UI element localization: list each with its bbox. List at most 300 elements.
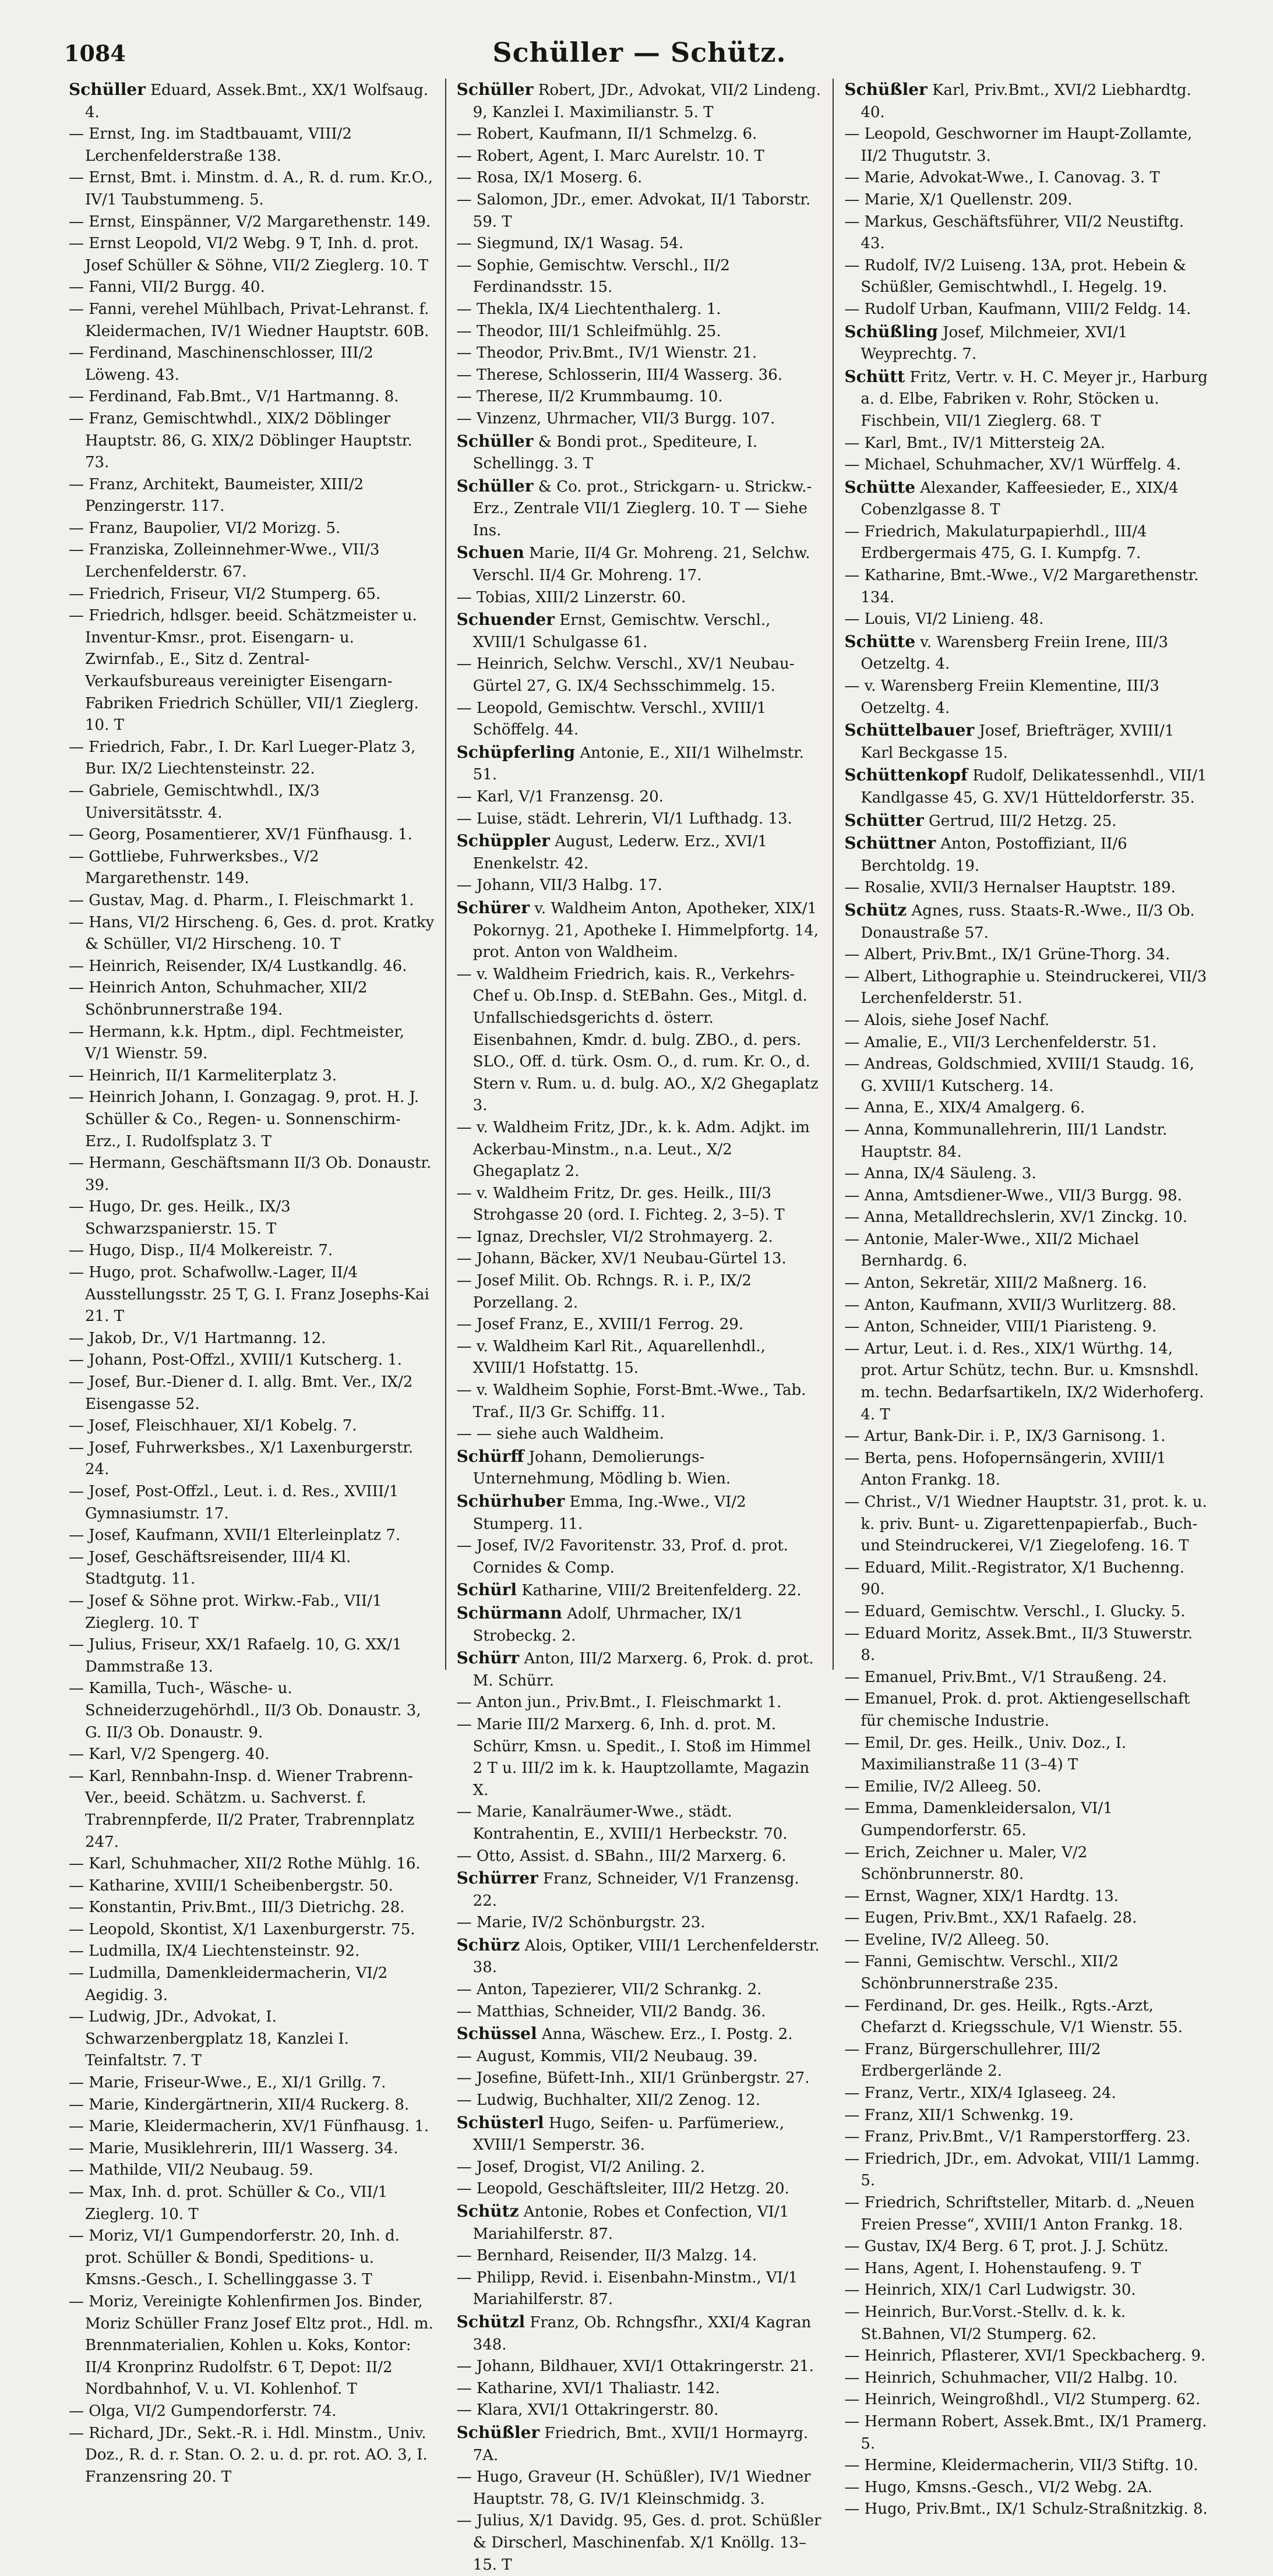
directory-entry — [457, 786, 823, 808]
entry-text: — Anton jun., Priv.Bmt., I. Fleischmarkt 1. — [456, 1694, 782, 1712]
directory-entry — [69, 2138, 435, 2160]
entry-text: — Fanni, verehel Mühlbach, Privat-Lehranst. f. Kleidermachen, IV/1 Wiedner Hauptstr. 60B. — [69, 300, 429, 340]
entry-text: — Gottliebe, Fuhrwerksbes., V/2 Margarethenstr. 149. — [69, 847, 319, 888]
entry-text: — Erich, Zeichner u. Maler, V/2 Schönbrunnerstr. 80. — [844, 1843, 1088, 1884]
directory-entry — [69, 2160, 435, 2182]
directory-entry — [457, 1934, 823, 1979]
directory-entry — [844, 676, 1210, 719]
directory-entry — [69, 1897, 435, 1919]
directory-entry — [457, 964, 823, 1117]
directory-entry — [69, 299, 435, 342]
entry-text: Franz, Ob. Rchngsfhr., XXI/4 Kagran 348. — [472, 2313, 812, 2354]
entry-text: — Leopold, Geschäftsleiter, III/2 Hetzg. 20. — [456, 2180, 789, 2198]
directory-entry — [457, 2400, 823, 2422]
page-header — [58, 32, 1221, 73]
directory-entry — [69, 2094, 435, 2116]
entry-text: — Mathilde, VII/2 Neubaug. 59. — [69, 2161, 313, 2179]
directory-entry — [69, 1963, 435, 2006]
entry-text: Emma, Ing.-Wwe., VI/2 Stumperg. 11. — [472, 1493, 746, 1533]
directory-entry — [844, 476, 1210, 521]
entry-text: — Franz, Architekt, Baumeister, XIII/2 Penzingerstr. 117. — [69, 475, 364, 515]
directory-entry — [844, 899, 1210, 944]
entry-text: — Marie, Advokat-Wwe., I. Canovag. 3. T — [844, 169, 1160, 187]
directory-entry — [457, 2510, 823, 2576]
directory-entry — [844, 255, 1210, 299]
directory-entry — [69, 518, 435, 540]
entry-text: — Thekla, IX/4 Liechtenthalerg. 1. — [456, 300, 721, 318]
entry-text: — Hugo, Disp., II/4 Molkereistr. 7. — [69, 1242, 333, 1260]
entry-text: Anna, Wäschew. Erz., I. Postg. 2. — [541, 2026, 793, 2044]
entry-text: v. Warensberg Freiin Irene, III/3 Oetzeltg. 4. — [861, 633, 1169, 673]
entry-surname: Schüller — [456, 80, 534, 99]
entry-text: — Ludmilla, Damenkleidermacherin, VI/2 Aegidig. 3. — [69, 1964, 388, 2004]
directory-entry — [844, 1798, 1210, 1842]
directory-entry — [457, 189, 823, 233]
entry-text: — Georg, Posamentierer, XV/1 Fünfhausg. 1. — [69, 826, 412, 844]
directory-entry — [844, 1207, 1210, 1229]
directory-entry — [457, 2267, 823, 2311]
directory-entry — [69, 605, 435, 737]
directory-entry — [844, 433, 1210, 455]
directory-entry — [69, 977, 435, 1021]
directory-entry — [844, 1032, 1210, 1054]
entry-text: — Marie, Musiklehrerin, III/1 Wasserg. 34. — [69, 2139, 399, 2157]
columns — [58, 79, 1221, 2574]
entry-text: — Alois, siehe Josef Nachf. — [844, 1011, 1050, 1029]
directory-entry — [844, 167, 1210, 189]
entry-text: — v. Waldheim Fritz, Dr. ges. Heilk., III/3 Strohgasse 20 (ord. I. Fichteg. 2, 3–5). T — [456, 1184, 785, 1224]
entry-text: — Emma, Damenkleidersalon, VI/1 Gumpendorferstr. 65. — [844, 1800, 1113, 1839]
entry-text: — Rosalie, XVII/3 Hernalser Hauptstr. 189. — [844, 879, 1176, 897]
entry-text: — Josef & Söhne prot. Wirkw.-Fab., VII/1 Zieglerg. 10. T — [69, 1592, 382, 1632]
directory-entry — [844, 2345, 1210, 2367]
directory-entry — [457, 830, 823, 875]
entry-text: Marie, II/4 Gr. Mohreng. 21, Selchw. Verschl. II/4 Gr. Mohreng. 17. — [472, 545, 810, 585]
entry-text: — Heinrich, XIX/1 Carl Ludwigstr. 30. — [844, 2281, 1136, 2299]
directory-entry — [69, 1678, 435, 1744]
directory-entry — [844, 2477, 1210, 2499]
directory-entry — [844, 1338, 1210, 1426]
entry-text: — Ferdinand, Dr. ges. Heilk., Rgts.-Arzt, Chefarzt d. Kriegsschule, V/1 Wienstr. 55. — [844, 1997, 1183, 2037]
directory-entry — [457, 1867, 823, 1912]
entry-text: — Matthias, Schneider, VII/2 Bandg. 36. — [456, 2002, 766, 2020]
entry-text: — v. Waldheim Fritz, JDr., k. k. Adm. Adjkt. im Ackerbau-Minstm., n.a. Leut., X/2 Ghegaplatz 2. — [456, 1118, 810, 1181]
directory-entry — [69, 1065, 435, 1087]
entry-text: — Emilie, IV/2 Alleeg. 50. — [844, 1778, 1042, 1796]
entry-text: — Marie, Kleidermacherin, XV/1 Fünfhausg. 1. — [69, 2118, 429, 2136]
entry-text: — Jakob, Dr., V/1 Hartmanng. 12. — [69, 1329, 326, 1347]
directory-entry — [844, 454, 1210, 476]
directory-entry — [69, 1437, 435, 1481]
entry-text: — v. Waldheim Sophie, Forst-Bmt.-Wwe., Tab. Traf., II/3 Gr. Schiffg. 11. — [456, 1381, 806, 1421]
entry-text: — Heinrich, Schuhmacher, VII/2 Halbg. 10. — [844, 2369, 1178, 2387]
entry-text: — Josef, Fuhrwerksbes., X/1 Laxenburgerstr. 24. — [69, 1439, 414, 1479]
directory-entry — [457, 79, 823, 123]
directory-entry — [457, 1227, 823, 1249]
entry-text: — Theodor, Priv.Bmt., IV/1 Wienstr. 21. — [456, 344, 757, 362]
entry-text: — Ernst, Ing. im Stadtbauamt, VIII/2 Lerchenfelderstraße 138. — [69, 125, 352, 165]
entry-surname: Schüßling — [844, 321, 938, 341]
entry-text: — Karl, V/1 Franzensg. 20. — [456, 788, 664, 805]
directory-entry — [457, 2068, 823, 2090]
directory-entry — [457, 1423, 823, 1446]
directory-entry — [457, 1314, 823, 1336]
directory-entry — [844, 2192, 1210, 2236]
directory-entry — [69, 1481, 435, 1525]
directory-entry — [844, 1995, 1210, 2039]
directory-entry — [844, 2455, 1210, 2477]
directory-entry — [457, 1801, 823, 1845]
directory-entry — [457, 2112, 823, 2157]
entry-surname: Schüpferling — [456, 742, 576, 762]
entry-text: — Albert, Priv.Bmt., IX/1 Grüne-Thorg. 34. — [844, 946, 1170, 964]
directory-entry — [457, 2356, 823, 2378]
directory-entry — [844, 521, 1210, 565]
directory-entry — [844, 321, 1210, 366]
entry-text: — Eugen, Priv.Bmt., XX/1 Rafaelg. 28. — [844, 1909, 1137, 1927]
directory-entry — [457, 1714, 823, 1801]
entry-text: — Anna, Amtsdiener-Wwe., VII/3 Burgg. 98. — [844, 1186, 1182, 1204]
directory-entry — [457, 1446, 823, 1490]
entry-text: — Louis, VI/2 Linieng. 48. — [844, 610, 1044, 628]
entry-text: — Heinrich, Pflasterer, XVI/1 Speckbacherg. 9. — [844, 2347, 1206, 2365]
entry-text: — Therese, II/2 Krummbaumg. 10. — [456, 388, 723, 406]
entry-text: — Heinrich Johann, I. Gonzagag. 9, prot. H. J. Schüller & Co., Regen- u. Sonnenschirm-Erz., I. Rudolfsplatz 3. T — [69, 1089, 419, 1150]
directory-entry — [457, 1647, 823, 1692]
directory-entry — [844, 1163, 1210, 1185]
directory-entry — [69, 584, 435, 606]
entry-text: — Hugo, Kmsns.-Gesch., VI/2 Webg. 2A. — [844, 2478, 1153, 2496]
entry-text: — Fanni, VII/2 Burgg. 40. — [69, 278, 265, 296]
entry-text: — Josef, Bur.-Diener d. I. allg. Bmt. Ver., IX/2 Eisengasse 52. — [69, 1373, 413, 1413]
entry-text: — Andreas, Goldschmied, XVIII/1 Staudg. 16, G. XVIII/1 Kutscherg. 14. — [844, 1055, 1194, 1095]
directory-entry — [69, 167, 435, 211]
directory-entry — [844, 2302, 1210, 2345]
directory-entry — [69, 1591, 435, 1634]
entry-text: — Hans, VI/2 Hirscheng. 6, Ges. d. prot. Kratky & Schüller, VI/2 Hirscheng. 10. T — [69, 913, 435, 953]
directory-entry — [457, 1183, 823, 1227]
entry-text: — Franz, Baupolier, VI/2 Morizg. 5. — [69, 519, 341, 537]
directory-entry — [69, 1853, 435, 1875]
directory-entry — [457, 2311, 823, 2356]
directory-entry — [457, 2001, 823, 2023]
entry-text: — Gabriele, Gemischtwhdl., IX/3 Universitätsstr. 4. — [69, 782, 320, 822]
directory-entry — [457, 741, 823, 786]
directory-entry — [457, 587, 823, 609]
directory-entry — [844, 1010, 1210, 1032]
entry-text: — Marie, X/1 Quellenstr. 209. — [844, 190, 1073, 209]
directory-entry — [69, 1415, 435, 1437]
directory-entry — [457, 430, 823, 475]
entry-text: — Karl, Rennbahn-Insp. d. Wiener Trabrenn-Ver., beeid. Schätzm. u. Sachverst. f. Trabrennpferde, II/2 Prater, Trabrennplatz 247. — [69, 1767, 415, 1851]
entry-surname: Schüller — [69, 80, 146, 99]
entry-text: — Friedrich, Schriftsteller, Mitarb. d. „Neuen Freien Presse“, XVIII/1 Anton Frankg. 18. — [844, 2194, 1195, 2234]
directory-entry — [844, 1492, 1210, 1557]
directory-entry — [69, 2182, 435, 2225]
directory-entry — [844, 2280, 1210, 2302]
directory-entry — [69, 1919, 435, 1941]
entry-text: — Hugo, Priv.Bmt., IX/1 Schulz-Straßnitzkig. 8. — [844, 2500, 1208, 2518]
directory-entry — [844, 2039, 1210, 2083]
entry-text: — Friedrich, hdlsger. beeid. Schätzmeister u. Inventur-Kmsr., prot. Eisengarn- u. Zwirnfab., E., Sitz d. Zentral-Verkaufsbureaus vereinigter Eisengarn-Fabriken Friedrich Schüller, VII/1 Zieglerg. 10. T — [69, 607, 419, 734]
directory-entry — [457, 342, 823, 365]
directory-entry — [844, 189, 1210, 211]
entry-text: — Anton, Schneider, VIII/1 Piaristeng. 9. — [844, 1318, 1157, 1336]
entry-text: — Hermine, Kleidermacherin, VII/3 Stiftg. 10. — [844, 2457, 1198, 2475]
entry-surname: Schütt — [844, 366, 905, 386]
entry-text: — Leopold, Gemischtw. Verschl., XVIII/1 Schöffelg. 44. — [456, 699, 767, 739]
directory-entry — [69, 1328, 435, 1350]
entry-text: — Eveline, IV/2 Alleeg. 50. — [844, 1931, 1050, 1949]
directory-entry — [844, 1688, 1210, 1732]
entry-text: — Leopold, Geschworner im Haupt-Zollamte, II/2 Thugutstr. 3. — [844, 125, 1193, 165]
entry-surname: Schürhuber — [456, 1492, 565, 1511]
directory-entry — [844, 1623, 1210, 1667]
directory-entry — [69, 1262, 435, 1328]
directory-entry — [69, 386, 435, 408]
entry-text: — Josef, Fleischhauer, XI/1 Kobelg. 7. — [69, 1417, 357, 1435]
entry-text: — Emanuel, Priv.Bmt., V/1 Straußeng. 24. — [844, 1668, 1167, 1686]
directory-entry — [844, 2105, 1210, 2127]
directory-entry — [69, 737, 435, 780]
entry-text: — Emil, Dr. ges. Heilk., Univ. Doz., I. Maximilianstraße 11 (3–4) T — [844, 1734, 1127, 1774]
entry-text: — Heinrich, Bur.Vorst.-Stellv. d. k. k. St.Bahnen, VI/2 Stumperg. 62. — [844, 2303, 1126, 2343]
directory-entry — [844, 565, 1210, 609]
directory-entry — [844, 1426, 1210, 1448]
directory-entry — [844, 123, 1210, 167]
entry-surname: Schürer — [456, 897, 530, 917]
entry-text: Karl, Priv.Bmt., XVI/2 Liebhardtg. 40. — [861, 82, 1191, 121]
entry-text: — Vinzenz, Uhrmacher, VII/3 Burgg. 107. — [456, 409, 775, 427]
entry-text: — Marie, Kindergärtnerin, XII/4 Ruckerg. 8. — [69, 2096, 410, 2114]
directory-entry — [844, 2499, 1210, 2521]
entry-text: — Siegmund, IX/1 Wasag. 54. — [456, 235, 684, 253]
directory-entry — [457, 653, 823, 697]
directory-entry — [457, 542, 823, 586]
column-2 — [445, 79, 833, 2574]
directory-entry — [69, 123, 435, 167]
entry-text: — Katharine, Bmt.-Wwe., V/2 Margarethenstr. 134. — [844, 567, 1199, 606]
column-1 — [58, 79, 445, 2486]
directory-entry — [844, 2236, 1210, 2258]
entry-text: — Heinrich, Weingroßhdl., VI/2 Stumperg. 62. — [844, 2391, 1201, 2409]
entry-text: — Friedrich, JDr., em. Advokat, VIII/1 Lammg. 5. — [844, 2150, 1200, 2190]
directory-entry — [457, 1912, 823, 1934]
directory-entry — [457, 1270, 823, 1314]
directory-entry — [844, 1295, 1210, 1317]
directory-entry — [844, 1601, 1210, 1623]
entry-text: — August, Kommis, VII/2 Neubaug. 39. — [456, 2047, 758, 2065]
directory-entry — [844, 1930, 1210, 1952]
entry-text: — Robert, Agent, I. Marc Aurelstr. 10. T — [456, 147, 764, 165]
entry-text: Rudolf, Delikatessenhdl., VII/1 Kandlgasse 45, G. XV/1 Hütteldorferstr. 35. — [861, 767, 1207, 807]
entry-text: Ernst, Gemischtw. Verschl., XVIII/1 Schulgasse 61. — [472, 612, 771, 651]
directory-entry — [844, 1907, 1210, 1930]
entry-surname: Schürrer — [456, 1868, 538, 1888]
directory-entry — [457, 1248, 823, 1270]
entry-text: — Eduard Moritz, Assek.Bmt., II/3 Stuwerstr. 8. — [844, 1624, 1193, 1665]
entry-text: — Heinrich, II/1 Karmeliterplatz 3. — [69, 1066, 337, 1084]
entry-surname: Schüppler — [456, 831, 551, 851]
directory-entry — [69, 2225, 435, 2291]
directory-entry — [457, 167, 823, 189]
directory-entry — [457, 365, 823, 387]
entry-text: — Rosa, IX/1 Moserg. 6. — [456, 169, 643, 187]
directory-entry — [844, 1054, 1210, 1097]
entry-surname: Schütz — [456, 2202, 519, 2221]
entry-surname: Schürl — [456, 1580, 517, 1600]
entry-text: — Luise, städt. Lehrerin, VI/1 Lufthadg. 13. — [456, 810, 792, 828]
entry-text: — Therese, Schlosserin, III/4 Wasserg. 36. — [456, 366, 783, 384]
directory-entry — [457, 408, 823, 430]
directory-entry — [844, 1448, 1210, 1492]
directory-entry — [844, 2367, 1210, 2390]
entry-surname: Schüttelbauer — [844, 720, 975, 740]
entry-text: — Franz, Gemischtwhdl., XIX/2 Döblinger Hauptstr. 86, G. XIX/2 Döblinger Hauptstr. 73. — [69, 409, 412, 472]
entry-text: — Johann, Bäcker, XV/1 Neubau-Gürtel 13. — [456, 1250, 787, 1268]
entry-text: — — siehe auch Waldheim. — [456, 1425, 664, 1443]
directory-entry — [844, 2389, 1210, 2411]
directory-entry — [69, 1372, 435, 1415]
entry-text: — v. Waldheim Karl Rit., Aquarellenhdl., XVIII/1 Hofstattg. 15. — [456, 1337, 766, 1377]
directory-entry — [457, 2023, 823, 2046]
entry-surname: Schüsterl — [456, 2112, 544, 2132]
entry-text: — Anton, Tapezierer, VII/2 Schrankg. 2. — [456, 1981, 762, 1999]
entry-text: — Julius, X/1 Davidg. 95, Ges. d. prot. Schüßler & Dirscherl, Maschinenfab. X/1 Knöllg. 13–15. T — [456, 2512, 821, 2574]
entry-text: — Johann, Bildhauer, XVI/1 Ottakringerstr. 21. — [456, 2358, 814, 2376]
entry-text: — v. Warensberg Freiin Klementine, III/3 Oetzeltg. 4. — [844, 677, 1159, 717]
directory-entry — [69, 890, 435, 912]
entry-text: — Marie III/2 Marxerg. 6, Inh. d. prot. M. Schürr, Kmsn. u. Spedit., I. Stoß im Himmel 2 T u. III/2 im k. k. Hauptzollamte, Magazin X. — [456, 1715, 811, 1799]
entry-text: Robert, JDr., Advokat, VII/2 Lindeng. 9, Kanzlei I. Maximilianstr. 5. T — [472, 82, 821, 121]
directory-entry — [69, 1525, 435, 1547]
entry-text: — Josef, Post-Offzl., Leut. i. d. Res., XVIII/1 Gymnasiumstr. 17. — [69, 1483, 399, 1522]
entry-text: Anton, Postoffiziant, II/6 Berchtoldg. 19. — [861, 835, 1127, 875]
directory-entry — [69, 1744, 435, 1766]
entry-surname: Schürr — [456, 1648, 520, 1668]
entry-text: — Markus, Geschäftsführer, VII/2 Neustiftg. 43. — [844, 213, 1184, 253]
directory-entry — [844, 1557, 1210, 1601]
entry-surname: Schürff — [456, 1446, 524, 1466]
entry-text: — Robert, Kaufmann, II/1 Schmelzg. 6. — [456, 125, 757, 143]
directory-entry — [457, 1602, 823, 1647]
directory-entry — [844, 1776, 1210, 1798]
entry-text: — Max, Inh. d. prot. Schüller & Co., VII/1 Zieglerg. 10. T — [69, 2183, 388, 2223]
entry-text: — Klara, XVI/1 Ottakringerstr. 80. — [456, 2401, 719, 2419]
directory-entry — [457, 875, 823, 897]
entry-text: — Josef Franz, E., XVIII/1 Ferrog. 29. — [456, 1316, 744, 1334]
directory-entry — [69, 1153, 435, 1196]
directory-entry — [457, 2200, 823, 2245]
directory-entry — [69, 233, 435, 277]
directory-entry — [69, 277, 435, 299]
directory-entry — [844, 366, 1210, 433]
entry-text: Anton, III/2 Marxerg. 6, Prok. d. prot. M. Schürr. — [472, 1650, 814, 1690]
directory-entry — [69, 539, 435, 583]
directory-entry — [69, 1022, 435, 1065]
entry-text: — Karl, Bmt., IV/1 Mittersteig 2A. — [844, 434, 1106, 452]
entry-text: — Franz, Vertr., XIX/4 Iglaseeg. 24. — [844, 2084, 1116, 2103]
entry-text: — Marie, Friseur-Wwe., E., XI/1 Grillg. 7. — [69, 2074, 386, 2092]
directory-entry — [457, 2046, 823, 2068]
page-title: Schüller — Schütz. — [492, 37, 787, 68]
entry-text: — Anna, Kommunallehrerin, III/1 Landstr. Hauptstr. 84. — [844, 1121, 1168, 1161]
directory-entry — [457, 255, 823, 299]
entry-text: — Moriz, VI/1 Gumpendorferstr. 20, Inh. d. prot. Schüller & Bondi, Speditions- u. Kmsns.-Gesch., I. Schellinggasse 3. T — [69, 2227, 400, 2289]
directory-entry — [844, 1733, 1210, 1776]
directory-entry — [457, 698, 823, 741]
entry-text: — Marie, Kanalräumer-Wwe., städt. Kontrahentin, E., XVIII/1 Herbeckstr. 70. — [456, 1803, 788, 1843]
entry-text: Franz, Schneider, V/1 Franzensg. 22. — [472, 1870, 799, 1910]
directory-entry — [457, 1692, 823, 1714]
entry-text: — Hermann, k.k. Hptm., dipl. Fechtmeister, V/1 Wienstr. 59. — [69, 1023, 405, 1063]
entry-text: — Ferdinand, Maschinenschlosser, III/2 Löweng. 43. — [69, 344, 373, 384]
entry-text: Eduard, Assek.Bmt., XX/1 Wolfsaug. 4. — [85, 82, 429, 121]
entry-text: — Ignaz, Drechsler, VI/2 Strohmayerg. 2. — [456, 1228, 773, 1246]
directory-entry — [844, 2258, 1210, 2280]
entry-text: — Marie, IV/2 Schönburgstr. 23. — [456, 1914, 706, 1932]
entry-text: — Bernhard, Reisender, II/3 Malzg. 14. — [456, 2247, 757, 2265]
directory-entry — [69, 912, 435, 956]
entry-text: — Olga, VI/2 Gumpendorferstr. 74. — [69, 2402, 337, 2420]
directory-entry — [69, 1547, 435, 1591]
entry-text: Katharine, VIII/2 Breitenfelderg. 22. — [521, 1582, 802, 1600]
directory-entry — [844, 2411, 1210, 2455]
entry-surname: Schüller — [456, 431, 534, 451]
directory-entry — [457, 2422, 823, 2467]
entry-text: — Ernst, Einspänner, V/2 Margarethenstr. 149. — [69, 213, 431, 231]
directory-entry — [844, 1119, 1210, 1163]
entry-text: — Katharine, XVI/1 Thaliastr. 142. — [456, 2379, 720, 2397]
directory-entry — [69, 1766, 435, 1853]
entry-text: — Gustav, Mag. d. Pharm., I. Fleischmarkt 1. — [69, 891, 414, 909]
directory-entry — [844, 832, 1210, 877]
entry-text: — Ludwig, JDr., Advokat, I. Schwarzenbergplatz 18, Kanzlei I. Teinfaltstr. 7. T — [69, 2008, 349, 2070]
entry-text: — Kamilla, Tuch-, Wäsche- u. Schneiderzugehörhdl., II/3 Ob. Donaustr. 3, G. II/3 Ob. Donaustr. 9. — [69, 1680, 421, 1741]
entry-text: — Johann, Post-Offzl., XVIII/1 Kutscherg. 1. — [69, 1351, 403, 1369]
directory-entry — [69, 780, 435, 824]
directory-entry — [69, 1196, 435, 1240]
directory-entry — [69, 1941, 435, 1963]
entry-text: — Leopold, Skontist, X/1 Laxenburgerstr. 75. — [69, 1920, 415, 1938]
directory-entry — [69, 79, 435, 123]
entry-text: — Emanuel, Prok. d. prot. Aktiengesellschaft für chemische Industrie. — [844, 1690, 1190, 1730]
directory-entry — [844, 1273, 1210, 1295]
directory-entry — [844, 1316, 1210, 1338]
entry-surname: Schütte — [844, 631, 916, 651]
entry-surname: Schürz — [456, 1935, 520, 1955]
entry-text: — Sophie, Gemischtw. Verschl., II/2 Ferdinandsstr. 15. — [456, 256, 730, 296]
entry-text: — Karl, Schuhmacher, XII/2 Rothe Mühlg. 16. — [69, 1855, 421, 1873]
directory-entry — [457, 2157, 823, 2179]
directory-entry — [69, 211, 435, 234]
directory-entry — [844, 609, 1210, 631]
entry-text: — Josef, IV/2 Favoritenstr. 33, Prof. d. prot. Cornides & Comp. — [456, 1537, 788, 1577]
entry-text: — Richard, JDr., Sekt.-R. i. Hdl. Minstm., Univ. Doz., R. d. r. Stan. O. 2. u. d. pr. rot. AO. 3, I. Franzensring 20. T — [69, 2424, 428, 2486]
entry-text: — Theodor, III/1 Schleifmühlg. 25. — [456, 322, 721, 340]
directory-entry — [457, 897, 823, 964]
entry-surname: Schüller — [456, 476, 534, 496]
entry-text: — Fanni, Gemischtw. Verschl., XII/2 Schönbrunnerstraße 235. — [844, 1953, 1119, 1993]
directory-entry — [844, 1842, 1210, 1886]
entry-text: — Hugo, Graveur (H. Schüßler), IV/1 Wiedner Hauptstr. 78, G. IV/1 Kleinschmidg. 3. — [456, 2468, 811, 2508]
entry-text: — Ernst Leopold, VI/2 Webg. 9 T, Inh. d. prot. Josef Schüller & Söhne, VII/2 Zieglerg. 10. T — [69, 235, 429, 274]
directory-entry — [844, 764, 1210, 809]
directory-entry — [844, 1097, 1210, 1119]
entry-text: Antonie, Robes et Confection, VI/1 Mariahilferstr. 87. — [472, 2203, 789, 2243]
entry-text: — Salomon, JDr., emer. Advokat, II/1 Taborstr. 59. T — [456, 190, 811, 231]
directory-entry — [69, 2423, 435, 2489]
